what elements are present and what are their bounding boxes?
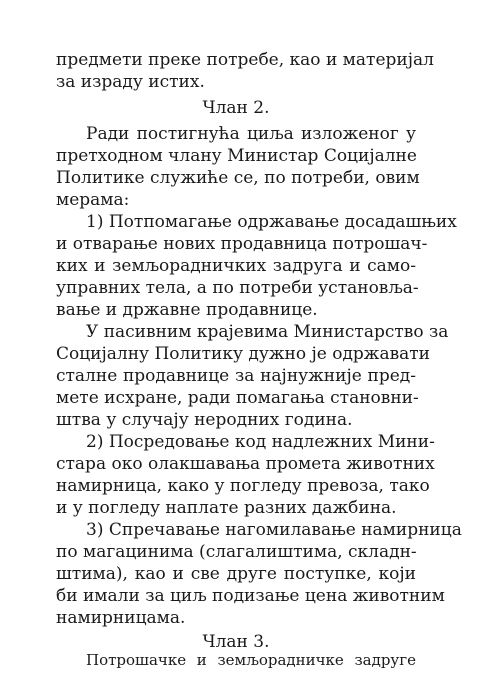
text-line: стара око олакшавања промета животних — [56, 454, 435, 474]
text-line: претходном члану Министар Социјалне — [56, 146, 417, 166]
text-line: по магацинима (слагалиштима, складн- — [56, 542, 417, 562]
text-line: У пасивним крајевима Министарство за — [86, 322, 449, 342]
text-line: 1) Потпомагање одржавање досадашњих — [86, 212, 457, 232]
text-line: предмети преке потребе, као и материјал — [56, 50, 434, 70]
text-line: управних тела, а по потреби установља- — [56, 278, 419, 298]
text-line: Социјалну Политику дужно је одржавати — [56, 344, 431, 364]
section-heading: Члан 2. — [202, 98, 270, 118]
text-line: штва у случају неродних година. — [56, 410, 353, 430]
text-line: Ради постигнућа циља изложеног у — [86, 124, 416, 144]
text-line: и у погледу наплате разних дажбина. — [56, 498, 397, 518]
text-line: 2) Посредовање код надлежних Мини- — [86, 432, 435, 452]
text-line: ких и земљорадничких задруга и само- — [56, 256, 416, 276]
text-line: Потрошачке и земљорадничке задруге — [86, 651, 416, 669]
section-heading: Члан 3. — [202, 632, 270, 652]
text-line: вање и државне продавнице. — [56, 300, 318, 320]
text-line: за израду истих. — [56, 72, 205, 92]
text-line: и отварање нових продавница потрошач- — [56, 234, 428, 254]
text-line: мете исхране, ради помагања становни- — [56, 388, 419, 408]
text-line: штима), као и све друге поступке, који — [56, 564, 416, 584]
text-line: би имали за циљ подизање цена животним — [56, 586, 445, 606]
text-line: сталне продавнице за најнужније пред- — [56, 366, 416, 386]
text-line: мерама: — [56, 190, 130, 210]
text-line: намирницама. — [56, 608, 186, 628]
text-line: 3) Спречавање нагомилавање намирница — [86, 520, 462, 540]
text-line: Политике служиће се, по потреби, овим — [56, 168, 420, 188]
text-line: намирница, како у погледу превоза, тако — [56, 476, 430, 496]
